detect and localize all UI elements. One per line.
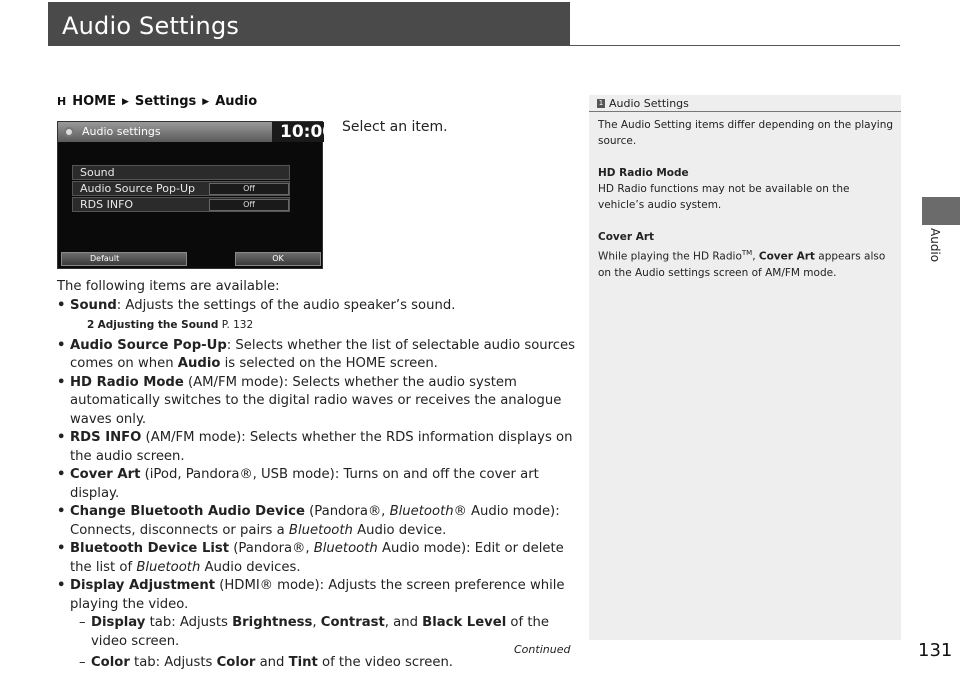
list-item (57, 540, 577, 577)
item-name: Change Bluetooth Audio Device (70, 504, 305, 519)
screen-row-value: Off (209, 183, 289, 195)
item-name: Display Adjustment (70, 578, 216, 593)
screen-default-button: Default (61, 252, 187, 266)
cross-reference (57, 316, 577, 335)
item-desc: is selected on the HOME screen. (220, 356, 438, 371)
item-name: Bluetooth Device List (70, 541, 230, 556)
list-item (57, 297, 577, 316)
item-name: RDS INFO (70, 430, 142, 445)
item-desc: Audio device. (352, 522, 447, 538)
breadcrumb-audio: Audio (215, 94, 258, 109)
reference-title: Adjusting the Sound (97, 319, 219, 331)
sub-item-bold: Black Level (422, 615, 507, 630)
item-desc: ® Audio mode): Connects, disconnects or pairs a (70, 504, 560, 538)
page-title: Audio Settings (62, 12, 240, 40)
home-path-icon: H (57, 95, 67, 108)
breadcrumb-settings: Settings (134, 94, 197, 109)
item-italic: Bluetooth (136, 559, 201, 575)
arrow-right-icon: ▶ (202, 96, 210, 107)
note-divider (589, 111, 901, 112)
sub-item-bold: Contrast (320, 615, 385, 630)
screen-row-value: Off (209, 199, 289, 211)
item-desc: (AM/FM mode): Selects whether the RDS information displays on the audio screen. (70, 430, 573, 464)
screen-row-sound (72, 165, 290, 180)
side-tab-marker (922, 197, 960, 225)
note-cover-text: While playing the HD Radio™, Cover Art appears also on the Audio settings screen of AM/FM mode. (598, 249, 886, 279)
sub-item-text: , and (384, 615, 423, 630)
list-item (57, 503, 577, 540)
item-desc: (HDMI® mode): Adjusts the screen preference while playing the video. (70, 578, 565, 612)
main-content (57, 278, 577, 673)
item-name: Sound (70, 297, 117, 313)
screen-row-label: Sound (80, 166, 115, 179)
item-italic: Bluetooth (389, 504, 454, 519)
item-italic: Bluetooth (288, 522, 353, 538)
item-desc: (Pandora®, (304, 504, 390, 519)
sub-item-bold: Brightness (232, 615, 313, 630)
page-title-bar (48, 2, 570, 46)
breadcrumb (57, 94, 257, 109)
sub-item-text: and (255, 655, 289, 670)
sub-item-bold: Color (216, 655, 256, 670)
sub-item-text: tab: Adjusts (145, 615, 233, 630)
item-italic: Bluetooth (313, 541, 378, 556)
sub-item-tab: Display (91, 615, 146, 630)
sub-item-text: , (312, 615, 321, 630)
screen-row-audio-source-popup (72, 181, 290, 196)
screen-row-rds-info (72, 197, 290, 212)
item-desc: : Adjusts the settings of the audio speaker’s sound. (116, 297, 456, 313)
item-desc: Audio mode): Edit or delete the list of (70, 541, 564, 575)
arrow-right-icon: ▶ (121, 96, 129, 107)
screen-ok-button: OK (235, 252, 321, 266)
list-item (57, 337, 577, 374)
list-item (57, 429, 577, 466)
page-number: 131 (918, 640, 953, 661)
item-desc: (iPod, Pandora®, USB mode): Turns on and off the cover art display. (70, 467, 539, 501)
sub-item-bold: Tint (288, 655, 318, 670)
side-tab-label: Audio (928, 228, 942, 263)
item-name: Cover Art (70, 467, 141, 482)
breadcrumb-home: HOME (72, 94, 116, 109)
sub-list-item (57, 654, 577, 673)
screen-title: Audio settings (82, 125, 161, 138)
note-cover-title: Cover Art (598, 231, 655, 243)
screen-clock: 10:00 (280, 122, 335, 142)
item-desc: Audio devices. (200, 559, 301, 575)
select-instruction: Select an item. (342, 119, 448, 135)
continued-label: Continued (514, 643, 571, 656)
note-intro: The Audio Setting items differ depending on the playing source. (598, 119, 894, 147)
item-desc: : Selects whether the list of selectable audio sources comes on when (70, 337, 575, 371)
note-hd-title: HD Radio Mode (598, 167, 689, 179)
list-item (57, 374, 577, 430)
item-name: Audio (177, 356, 221, 371)
sidebar-note (589, 95, 901, 640)
settings-icon (64, 127, 74, 137)
sub-item-text: tab: Adjusts (129, 655, 217, 670)
item-desc: (AM/FM mode): Selects whether the audio system automatically switches to the digital radio waves or receives the analogue waves only. (70, 374, 562, 427)
note-title: Audio Settings (609, 97, 689, 110)
note-body (598, 117, 894, 297)
sub-item-text: of the video screen. (317, 655, 453, 670)
reference-page: P. 132 (218, 319, 254, 331)
sub-list-item (57, 614, 577, 651)
list-item (57, 466, 577, 503)
item-name: HD Radio Mode (70, 374, 184, 390)
screen-row-label: Audio Source Pop-Up (80, 182, 195, 195)
item-desc: (Pandora®, (229, 541, 314, 556)
note-header (597, 97, 689, 110)
note-number-icon: 1 (598, 99, 604, 107)
screen-row-label: RDS INFO (80, 198, 134, 211)
sub-item-text: of the video screen. (91, 615, 549, 649)
reference-icon: 2 (87, 319, 95, 331)
audio-settings-screenshot (57, 121, 335, 269)
item-name: Audio Source Pop-Up (70, 337, 227, 353)
intro-text: The following items are available: (57, 279, 280, 294)
title-divider (570, 45, 900, 46)
note-hd-text: HD Radio functions may not be available on the vehicle’s audio system. (598, 183, 850, 211)
sub-item-tab: Color (91, 655, 130, 670)
list-item (57, 577, 577, 614)
